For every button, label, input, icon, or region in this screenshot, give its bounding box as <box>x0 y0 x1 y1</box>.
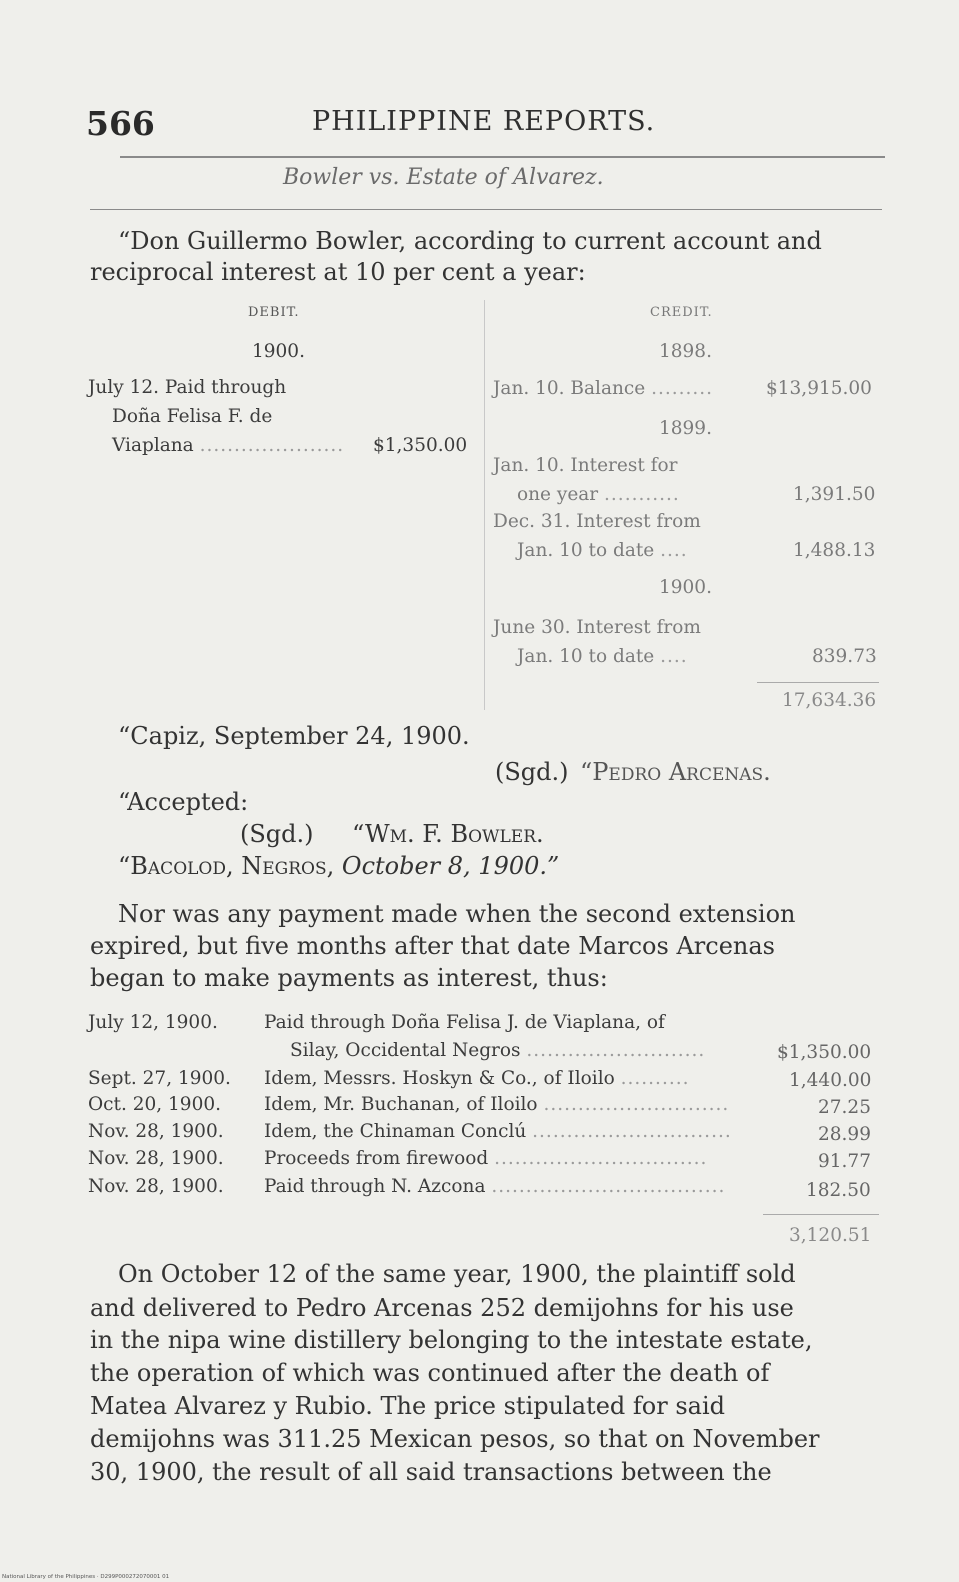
payment-row-5 <box>88 1148 707 1169</box>
credit-interest1-amount: 1,391.50 <box>793 484 876 505</box>
payments-total-rule <box>763 1214 879 1215</box>
sgd1-name: “Pedro Arcenas. <box>580 758 771 786</box>
debit-year: 1900. <box>252 341 305 362</box>
paragraph1-line-2: expired, but five months after that date Marcos Arcenas <box>90 932 775 960</box>
payment-description: Paid through Doña Felisa J. de Viaplana, of <box>264 1012 665 1033</box>
payment-description: Proceeds from firewood <box>264 1148 489 1169</box>
credit-interest1-text: one year <box>517 484 599 505</box>
payment-row-1-cont <box>290 1040 705 1061</box>
bacolod-date: October 8, 1900.” <box>341 852 560 880</box>
paragraph2-line-6: demijohns was 311.25 Mexican pesos, so that on November <box>90 1425 820 1453</box>
credit-year-1900: 1900. <box>659 577 712 598</box>
payment-description: Idem, Messrs. Hoskyn & Co., of Iloilo <box>264 1068 615 1089</box>
case-rule <box>90 209 882 210</box>
leader-dots: .... <box>660 646 688 667</box>
debit-line-3 <box>112 435 344 456</box>
account-intro-line-2: reciprocal interest at 10 per cent a year: <box>90 258 586 286</box>
leader-dots: ............................... <box>494 1148 708 1169</box>
sgd1-prefix: (Sgd.) <box>495 758 569 786</box>
paragraph2-line-5: Matea Alvarez y Rubio. The price stipulated for said <box>90 1392 725 1420</box>
credit-interest3-line1: June 30. Interest from <box>493 617 701 638</box>
payment-amount: 27.25 <box>818 1097 871 1118</box>
payment-amount: 182.50 <box>806 1180 871 1201</box>
bacolod-place: “Bacolod, Negros, <box>118 852 335 880</box>
debit-line-1: July 12. Paid through <box>88 377 287 398</box>
payment-date: July 12, 1900. <box>88 1012 218 1033</box>
payment-description: Paid through N. Azcona <box>264 1176 486 1197</box>
credit-interest3-text: Jan. 10 to date <box>517 646 655 667</box>
account-intro-line-1: “Don Guillermo Bowler, according to current account and <box>118 227 822 255</box>
leader-dots: .... <box>660 540 688 561</box>
credit-balance-label <box>493 378 713 399</box>
running-title: PHILIPPINE REPORTS. <box>312 106 656 137</box>
leader-dots: ............................. <box>532 1121 732 1142</box>
leader-dots: ........... <box>604 484 680 505</box>
payment-description: Idem, Mr. Buchanan, of Iloilo <box>264 1094 538 1115</box>
payment-description-cont: Silay, Occidental Negros <box>290 1040 521 1061</box>
credit-year-1899: 1899. <box>659 418 712 439</box>
library-footer-note: National Library of the Philippines · D299P000272070001 01 <box>2 1574 170 1580</box>
payment-amount: 28.99 <box>818 1124 871 1145</box>
paragraph1-line-3: began to make payments as interest, thus: <box>90 964 608 992</box>
paragraph2-line-1: On October 12 of the same year, 1900, the plaintiff sold <box>118 1260 796 1288</box>
bacolod-line <box>118 850 559 882</box>
payment-amount: 91.77 <box>818 1151 871 1172</box>
paragraph2-line-3: in the nipa wine distillery belonging to the intestate estate, <box>90 1326 813 1354</box>
leader-dots: .................................. <box>491 1176 726 1197</box>
payment-row-4 <box>88 1121 732 1142</box>
leader-dots: ......... <box>651 378 714 399</box>
credit-interest2-line2 <box>517 540 688 561</box>
leader-dots: ........................... <box>543 1094 730 1115</box>
debit-heading: DEBIT. <box>248 305 300 320</box>
leader-dots: ..................... <box>199 435 345 456</box>
debit-line-2: Doña Felisa F. de <box>112 406 273 427</box>
credit-total: 17,634.36 <box>782 690 877 711</box>
credit-interest2-line1: Dec. 31. Interest from <box>493 511 701 532</box>
debit-amount: $1,350.00 <box>373 435 468 456</box>
paragraph2-line-7: 30, 1900, the result of all said transactions between the <box>90 1458 772 1486</box>
payment-date: Nov. 28, 1900. <box>88 1176 224 1197</box>
credit-balance-text: Jan. 10. Balance <box>493 378 646 399</box>
place-date: “Capiz, September 24, 1900. <box>118 722 470 750</box>
credit-balance-amount: $13,915.00 <box>766 378 872 399</box>
page-number: 566 <box>86 104 155 143</box>
credit-interest1-line1: Jan. 10. Interest for <box>493 455 678 476</box>
account-divider <box>484 300 485 710</box>
paragraph1-line-1: Nor was any payment made when the second extension <box>118 900 796 928</box>
payment-row-3 <box>88 1094 729 1115</box>
accepted-label: “Accepted: <box>118 788 249 816</box>
payments-total: 3,120.51 <box>789 1225 872 1246</box>
credit-heading: CREDIT. <box>650 305 713 320</box>
payment-row-2 <box>88 1068 689 1089</box>
payment-date: Oct. 20, 1900. <box>88 1094 221 1115</box>
paragraph2-line-4: the operation of which was continued after the death of <box>90 1359 770 1387</box>
credit-interest1-line2 <box>517 484 680 505</box>
payment-row-1 <box>88 1012 665 1033</box>
payment-date: Nov. 28, 1900. <box>88 1148 224 1169</box>
payment-amount: $1,350.00 <box>777 1042 872 1063</box>
credit-interest2-amount: 1,488.13 <box>793 540 876 561</box>
payment-amount: 1,440.00 <box>789 1070 872 1091</box>
paragraph2-line-2: and delivered to Pedro Arcenas 252 demijohns for his use <box>90 1294 794 1322</box>
leader-dots: .......... <box>620 1068 690 1089</box>
credit-total-rule <box>757 682 879 683</box>
payment-description: Idem, the Chinaman Conclú <box>264 1121 527 1142</box>
leader-dots: .......................... <box>526 1040 706 1061</box>
payment-date: Nov. 28, 1900. <box>88 1121 224 1142</box>
header-rule <box>120 156 885 158</box>
credit-interest2-text: Jan. 10 to date <box>517 540 655 561</box>
credit-year-1898: 1898. <box>659 341 712 362</box>
credit-interest3-amount: 839.73 <box>812 646 877 667</box>
payment-date: Sept. 27, 1900. <box>88 1068 231 1089</box>
debit-line-3-text: Viaplana <box>112 435 194 456</box>
case-title: Bowler vs. Estate of Alvarez. <box>283 165 604 190</box>
sgd2-prefix: (Sgd.) <box>240 820 314 848</box>
payment-row-6 <box>88 1176 725 1197</box>
credit-interest3-line2 <box>517 646 688 667</box>
sgd2-name: “Wm. F. Bowler. <box>352 820 544 848</box>
